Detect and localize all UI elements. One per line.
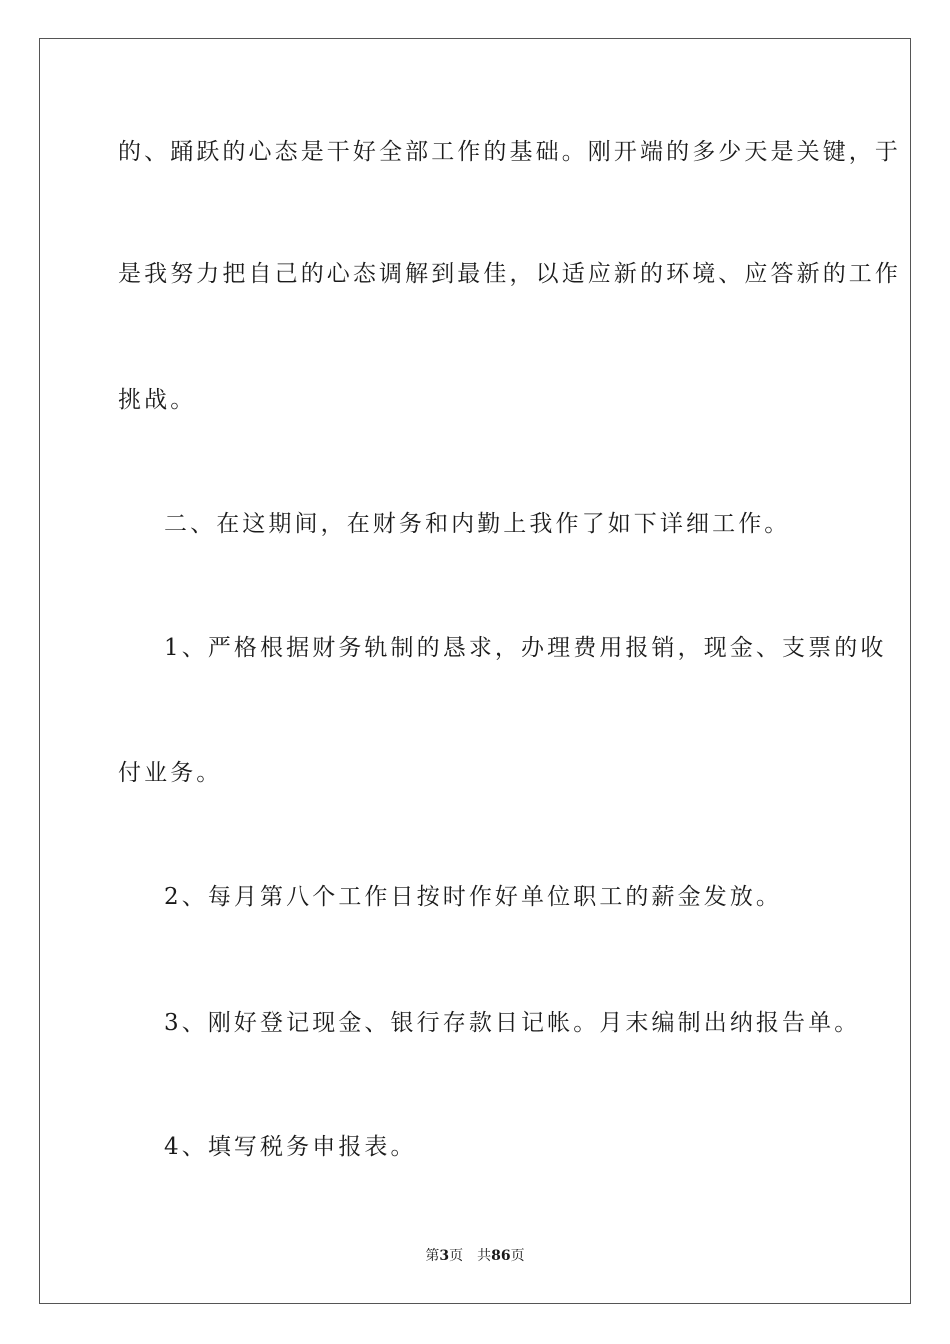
list-item-1: 1、严格根据财务轨制的恳求，办理费用报销，现金、支票的收 [164,635,887,661]
list-item-4: 4、填写税务申报表。 [164,1134,417,1160]
list-item-1-continuation: 付业务。 [118,760,223,786]
list-item-2: 2、每月第八个工作日按时作好单位职工的薪金发放。 [164,884,783,910]
page-label-prefix: 第 [425,1248,440,1264]
text-line-1: 的、踊跃的心态是干好全部工作的基础。刚开端的多少天是关键，于 [118,139,901,165]
section-heading-2: 二、在这期间，在财务和内勤上我作了如下详细工作。 [164,511,791,537]
page-label-suffix: 页 [449,1248,464,1264]
page-footer [0,1246,950,1266]
page-number: 3 [439,1248,450,1264]
total-label-prefix: 共 [477,1248,492,1264]
text-line-3: 挑战。 [118,387,197,413]
list-item-3: 3、刚好登记现金、银行存款日记帐。月末编制出纳报告单。 [164,1010,861,1036]
total-label-suffix: 页 [510,1248,525,1264]
total-pages: 86 [491,1248,511,1264]
page-border [39,38,911,1304]
text-line-2: 是我努力把自己的心态调解到最佳，以适应新的环境、应答新的工作 [118,261,901,287]
